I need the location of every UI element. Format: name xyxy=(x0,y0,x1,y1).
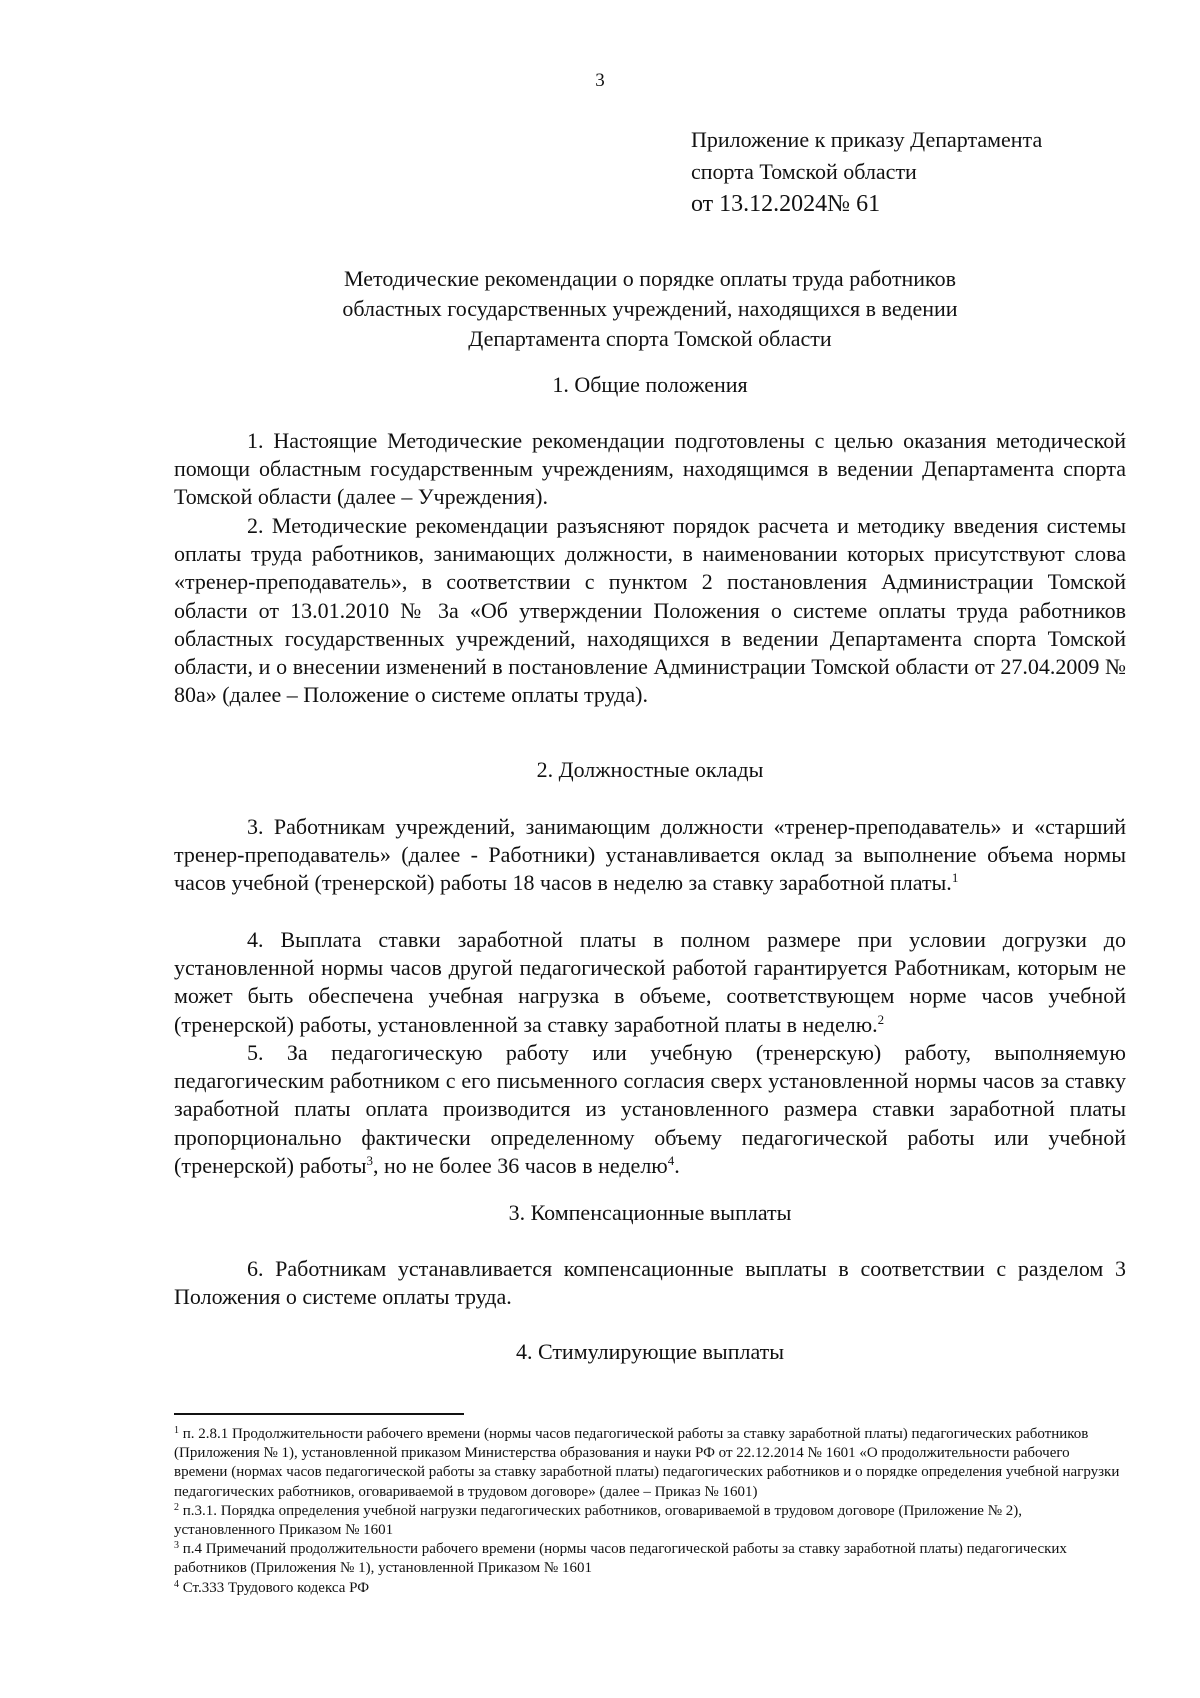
footnote-mark: 1 xyxy=(174,1425,179,1436)
paragraph-text: 2. Методические рекомендации разъясняют порядок расчета и методику введения системы оплаты труда работников, занимающих должности, в наименовании которых присутствуют слова «тренер-преподаватель», в соответствии с пунктом 2 постановления Администрации Томской области от 13.01.2010 № 3а «Об утверждении Положения о системе оплаты труда работников областных государственных учреждений, находящихся в ведении Департамента спорта Томской области, и о внесении изменений в постановление Администрации Томской области от 27.04.2009 № 80а» (далее – Положение о системе оплаты труда). xyxy=(174,513,1126,708)
paragraph-text: 1. Настоящие Методические рекомендации подготовлены с целью оказания методической помощи областным государственным учреждениям, находящимся в ведении Департамента спорта Томской области (далее – Учреждения). xyxy=(174,428,1126,510)
paragraph-text: , но не более 36 часов в неделю xyxy=(373,1152,668,1178)
footnote-text: п.3.1. Порядка определения учебной нагрузки педагогических работников, оговариваемой в трудовом договоре (Приложение № 2), установленного Приказом № 1601 xyxy=(174,1502,1023,1539)
title-line: Департамента спорта Томской области xyxy=(468,326,832,351)
title-line: Методические рекомендации о порядке оплаты труда работников xyxy=(343,266,956,291)
paragraph-2 xyxy=(174,512,1126,709)
paragraph-text: 5. За педагогическую работу или учебную (тренерскую) работу, выполняемую педагогическим работником с его письменного согласия сверх установленной нормы часов за ставку заработной платы оплата производится из установленного размера ставки заработной платы пропорционально фактически определенному объему педагогической работы или учебной (тренерской) работы xyxy=(174,1040,1126,1178)
footnote-mark: 3 xyxy=(174,1540,179,1552)
approval-block xyxy=(691,124,1042,220)
paragraph-3 xyxy=(174,813,1126,898)
document-title xyxy=(174,264,1126,354)
section-heading-salaries: 2. Должностные оклады xyxy=(536,757,764,782)
page-number: 3 xyxy=(595,70,605,91)
title-line: областных государственных учреждений, находящихся в ведении xyxy=(342,296,958,321)
approval-line: Приложение к приказу Департамента xyxy=(691,127,1043,152)
footnote-text: п.4 Примечаний продолжительности рабочего времени (нормы часов педагогической работы за ставку заработной платы) педагогических работников (Приложения № 1), установленной Приказом № 1601 xyxy=(174,1541,1067,1577)
footnote-mark: 2 xyxy=(174,1501,179,1513)
footnote-ref[interactable]: 3 xyxy=(366,1152,374,1168)
footnote xyxy=(174,1502,1126,1540)
paragraph-4 xyxy=(174,926,1126,1039)
footnote xyxy=(174,1540,1126,1578)
footnote xyxy=(174,1579,1126,1598)
footnote-text: п. 2.8.1 Продолжительности рабочего времени (нормы часов педагогической работы за ставку заработной платы) педагогических работников (Приложения № 1), установленной приказом Министерства образования и науки РФ от 22.12.2014 № 1601 «О продолжительности рабочего времени (нормах часов педагогической работы за ставку заработной платы) педагогических работников и о порядке определения учебной нагрузки педагогических работников, оговариваемой в трудовом договоре» (далее – Приказ № 1601) xyxy=(174,1426,1120,1500)
footnotes xyxy=(174,1425,1126,1598)
paragraph-1 xyxy=(174,427,1126,512)
section-heading-general: 1. Общие положения xyxy=(552,372,748,397)
footnote-ref[interactable]: 1 xyxy=(951,870,959,886)
section-heading-incentives: 4. Стимулирующие выплаты xyxy=(515,1339,785,1364)
approval-order-number: от 13.12.2024№ 61 xyxy=(691,191,881,217)
paragraph-6 xyxy=(174,1255,1126,1311)
footnote-ref[interactable]: 4 xyxy=(667,1152,675,1168)
paragraph-text: . xyxy=(674,1152,680,1178)
footnote xyxy=(174,1425,1126,1502)
section-heading-compensation: 3. Компенсационные выплаты xyxy=(508,1200,792,1225)
footnote-separator xyxy=(174,1413,464,1415)
paragraph-text: 4. Выплата ставки заработной платы в полном размере при условии догрузки до установленной нормы часов другой педагогической работой гарантируется Работникам, которым не может быть обеспечена учебная нагрузка в объеме, соответствующем норме часов учебной (тренерской) работы, установленной за ставку заработной платы в неделю. xyxy=(174,927,1126,1037)
paragraph-5 xyxy=(174,1039,1126,1180)
footnote-text: Ст.333 Трудового кодекса РФ xyxy=(179,1579,370,1596)
paragraph-text: 6. Работникам устанавливается компенсационные выплаты в соответствии с разделом 3 Положения о системе оплаты труда. xyxy=(174,1256,1126,1310)
footnote-ref[interactable]: 2 xyxy=(877,1011,885,1027)
paragraph-text: 3. Работникам учреждений, занимающим должности «тренер-преподаватель» и «старший тренер-преподаватель» (далее - Работники) устанавливается оклад за выполнение объема нормы часов учебной (тренерской) работы 18 часов в неделю за ставку заработной платы. xyxy=(174,814,1126,896)
footnote-mark: 4 xyxy=(174,1578,179,1590)
approval-line: спорта Томской области xyxy=(691,159,917,184)
